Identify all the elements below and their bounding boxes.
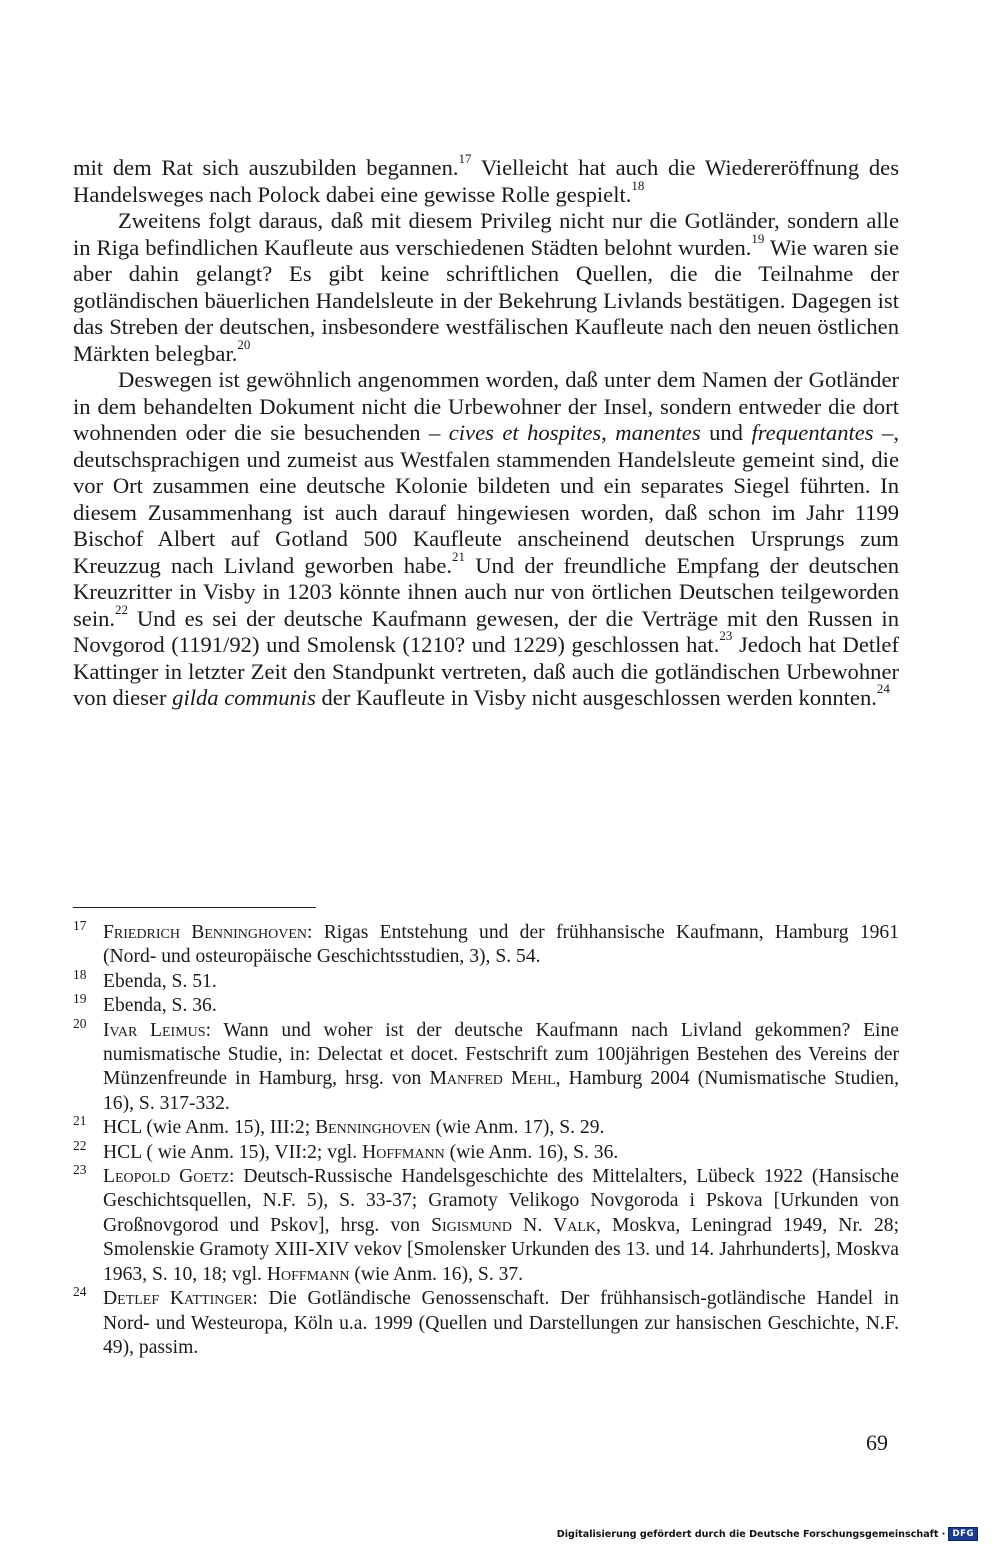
digitization-credit [557,1527,978,1541]
author-name: Leopold Goetz [103,1166,229,1188]
paragraph [73,151,899,208]
text-run: Und es sei der deutsche Kaufmann gewesen, der die Verträge mit den Russen in Novgorod (1191/92) und Smolensk (1210? und 1229) geschlossen hat. [73,605,899,657]
text-run: (wie Anm. 17), S. 29. [430,1117,605,1139]
author-name: Detlef Kattinger [103,1288,253,1310]
author-name: Benninghoven [315,1117,431,1139]
footnote-reference: 22 [115,601,129,617]
paragraph [73,367,899,712]
footnote [73,1015,900,1117]
text-run: HCL (wie Anm. 15), III:2; [103,1117,316,1139]
footnote-number: 21 [73,1113,87,1129]
text-run: und [700,420,752,445]
footnote [73,1137,899,1165]
footnote-reference: 19 [751,230,765,246]
footnote-number: 23 [73,1162,87,1178]
dfg-logo: DFG [948,1527,978,1541]
text-run: Vielleicht hat auch die Wiedereröffnung des Handelsweges nach Polock dabei eine gewisse Rolle gespielt. [73,155,899,207]
footnote [73,1284,899,1360]
footnote-separator [73,907,316,908]
text-run: Wie waren sie aber dahin gelangt? Es gibt keine schriftlichen Quellen, die die Teilnahme der gotländischen bäuerlichen Handelsleute in der Bekehrung Livlands bestätigen. Dagegen ist das Streben der deutschen, insbesondere westfälischen Kaufleute nach den neuen östlichen Märkten belegbar. [73,234,899,366]
footnote [73,1162,900,1287]
page-number: 69 [866,1430,888,1455]
author-name: Manfred Mehl [429,1068,556,1090]
text-run: (wie Anm. 16), S. 36. [444,1141,619,1163]
italic-text: cives et hospites [448,420,602,445]
footnote [73,991,899,1018]
footnote-reference: 20 [237,336,251,352]
footnotes [73,918,900,1360]
main-text [73,151,899,712]
text-run: : Die Gotländische Genossenschaft. Der frühhansisch-gotländische Handel in Nord- und Westeuropa, Köln u.a. 1999 (Quellen und Darstellungen zur hansischen Geschichte, N.F. 49), passim. [103,1288,899,1358]
credit-text: Digitalisierung gefördert durch die Deutsche Forschungsgemeinschaft · [556,1528,946,1540]
author-name: Sigismund N. Valk [431,1214,596,1236]
footnote-number: 20 [73,1015,87,1031]
italic-text: gilda communis [172,685,316,710]
paragraph [73,208,899,367]
footnote-number: 18 [73,966,87,982]
text-run: (wie Anm. 16), S. 37. [349,1263,524,1285]
author-name: Friedrich Benninghoven [103,922,307,943]
footnote-reference: 17 [458,151,472,167]
text-run: –, deutschsprachigen und zumeist aus Westfalen stammenden Handelsleute gemeint sind, die vor Ort zusammen eine deutsche Kolonie bildeten und ein separates Siegel führten. In diesem Zusammenhang ist auch darauf hingewiesen worden, daß schon im Jahr 1199 Bischof Albert auf Gotland 500 Kaufleute anscheinend deutschen Ursprungs zum Kreuzzug nach Livland geworben habe. [73,420,899,578]
text-run: : Wann und woher ist der deutsche Kaufmann nach Livland gekommen? Eine numismatische Studie, in: Delectat et docet. Festschrift zum 100jährigen Bestehen des Vereins der Münzenfreunde in Hamburg, hrsg. von [103,1019,899,1090]
footnote-number: 17 [73,918,87,933]
text-run: der Kaufleute in Visby nicht ausgeschlossen werden konnten. [315,685,877,710]
text-run: Jedoch hat Detlef Kattinger in letzter Zeit den Standpunkt vertreten, daß auch die gotländischen Urbewohner von dieser [73,632,899,710]
text-run: , Hamburg 2004 (Numismatische Studien, 16), S. 317-332. [103,1068,900,1114]
footnote-reference: 24 [876,681,890,697]
text-run: , [601,420,616,445]
text-run: HCL ( wie Anm. 15), VII:2; vgl. [103,1141,363,1163]
text-run: mit dem Rat sich auszubilden begannen. [73,155,459,180]
footnote [73,966,899,994]
footnote-number: 24 [73,1284,87,1300]
footnote-reference: 18 [631,177,645,193]
text-run: : Deutsch-Russische Handelsgeschichte des Mittelalters, Lübeck 1922 (Hansische Geschichtsquellen, N.F. 5), S. 33-37; Gramoty Velikogo Novgoroda i Pskova [Urkunden von Großnovgorod und Pskov], hrsg. von [103,1166,899,1236]
text-run: Deswegen ist gewöhnlich angenommen worden, daß unter dem Namen der Gotländer in dem behandelten Dokument nicht die Urbewohner der Insel, sondern entweder die dort wohnenden oder die sie besuchenden – [73,367,899,445]
text-run: , Moskva, Leningrad 1949, Nr. 28; Smolenskie Gramoty XIII-XIV vekov [Smolensker Urkunden des 13. und 14. Jahrhunderts], Moskva 1963, S. 10, 18; vgl. [103,1214,900,1285]
footnote-reference: 23 [719,628,733,644]
author-name: Hoffmann [362,1141,445,1163]
footnote [73,1113,899,1140]
text-run: Zweitens folgt daraus, daß mit diesem Privileg nicht nur die Gotländer, sondern alle in Riga befindlichen Kaufleute aus verschiedenen Städten belohnt wurden. [73,208,899,260]
text-run: Und der freundliche Empfang der deutschen Kreuzritter in Visby in 1203 könnte ihnen auch nur von örtlichen Deutschen teilgeworden sein. [73,552,899,631]
text-run: : Rigas Entstehung und der frühhansische Kaufmann, Hamburg 1961 (Nord- und osteuropäische Geschichtsstudien, 3), S. 54. [103,922,900,968]
author-name: Hoffmann [266,1263,350,1285]
author-name: Ivar Leimus [103,1019,206,1041]
text-run: Ebenda, S. 51. [103,970,217,992]
text-run: Ebenda, S. 36. [103,995,217,1017]
footnote [73,918,900,970]
footnote-reference: 21 [452,548,466,564]
italic-text: frequentantes [751,420,874,445]
footnote-number: 22 [73,1137,87,1153]
italic-text: manentes [615,420,701,445]
footnote-number: 19 [73,991,87,1007]
